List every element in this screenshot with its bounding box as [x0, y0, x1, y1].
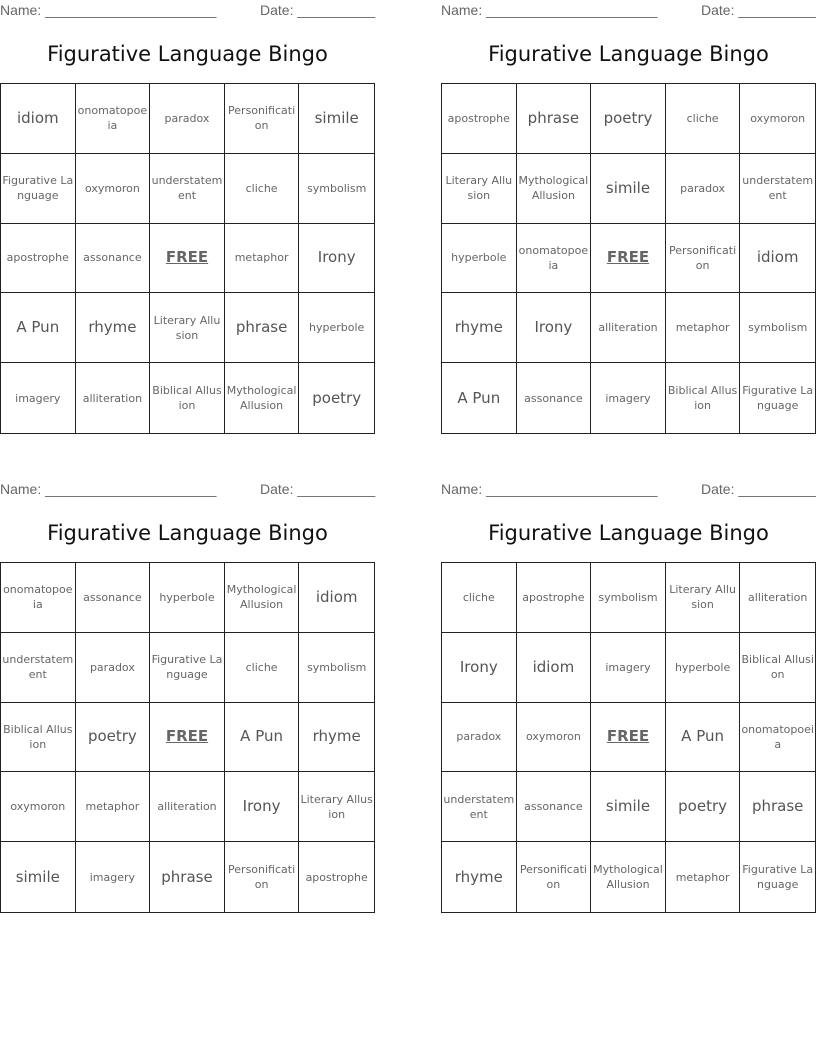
- bingo-cell: cliche: [225, 154, 300, 224]
- bingo-cell: symbolism: [299, 633, 374, 703]
- bingo-cell: poetry: [591, 84, 666, 154]
- bingo-cell: Personification: [517, 842, 592, 912]
- free-space-cell: FREE: [591, 703, 666, 773]
- name-field: Name: ______________________: [441, 481, 658, 497]
- bingo-cell: assonance: [517, 772, 592, 842]
- bingo-cell: alliteration: [150, 772, 225, 842]
- bingo-cell: symbolism: [740, 293, 815, 363]
- date-field: Date: __________: [701, 2, 816, 18]
- date-field: Date: __________: [701, 481, 816, 497]
- free-space-cell: FREE: [150, 703, 225, 773]
- bingo-cell: paradox: [76, 633, 151, 703]
- bingo-cell: assonance: [76, 563, 151, 633]
- bingo-cell: oxymoron: [1, 772, 76, 842]
- bingo-grid: [0, 83, 375, 434]
- bingo-cell: hyperbole: [150, 563, 225, 633]
- bingo-cell: Biblical Allusion: [666, 363, 741, 433]
- name-date-row: [0, 2, 375, 20]
- bingo-cell: Personification: [666, 224, 741, 294]
- bingo-cell: simile: [1, 842, 76, 912]
- bingo-cell: imagery: [591, 633, 666, 703]
- bingo-cell: phrase: [225, 293, 300, 363]
- bingo-cell: apostrophe: [517, 563, 592, 633]
- bingo-cell: imagery: [591, 363, 666, 433]
- bingo-cell: idiom: [517, 633, 592, 703]
- bingo-cell: Biblical Allusion: [150, 363, 225, 433]
- bingo-cell: Figurative Language: [742, 863, 814, 892]
- bingo-cell: alliteration: [740, 563, 815, 633]
- bingo-cell: imagery: [1, 363, 76, 433]
- name-field: Name: ______________________: [0, 2, 217, 18]
- bingo-cell: Mythological Allusion: [517, 154, 592, 224]
- bingo-cell: imagery: [76, 842, 151, 912]
- bingo-cell: Literary Allusion: [666, 563, 741, 633]
- bingo-cell: paradox: [666, 154, 741, 224]
- bingo-cell: paradox: [442, 703, 517, 773]
- bingo-cell: onomatopoeia: [740, 703, 815, 773]
- name-date-row: [441, 481, 816, 499]
- bingo-cell: A Pun: [1, 293, 76, 363]
- bingo-cell: alliteration: [591, 293, 666, 363]
- bingo-cell: oxymoron: [740, 84, 815, 154]
- bingo-cell: Biblical Allusion: [1, 703, 76, 773]
- bingo-cell: hyperbole: [442, 224, 517, 294]
- bingo-cell: rhyme: [76, 293, 151, 363]
- bingo-cell: phrase: [150, 842, 225, 912]
- bingo-cell: metaphor: [666, 842, 741, 912]
- bingo-cell: understatement: [150, 154, 225, 224]
- bingo-cell: simile: [591, 154, 666, 224]
- bingo-card: [0, 479, 375, 919]
- bingo-cell: understatement: [740, 154, 815, 224]
- bingo-cell: oxymoron: [76, 154, 151, 224]
- bingo-cell: Figurative Language: [1, 154, 76, 224]
- bingo-cell: onomatopoeia: [76, 84, 151, 154]
- bingo-cell: Literary Allusion: [442, 154, 517, 224]
- bingo-cell: symbolism: [299, 154, 374, 224]
- bingo-cell: Figurative Language: [742, 384, 814, 413]
- card-title: Figurative Language Bingo: [488, 521, 769, 545]
- bingo-cell: cliche: [225, 633, 300, 703]
- name-date-row: [0, 481, 375, 499]
- bingo-cell: phrase: [517, 84, 592, 154]
- bingo-cell: Literary Allusion: [299, 772, 374, 842]
- bingo-cell: onomatopoeia: [517, 224, 592, 294]
- bingo-cell: Biblical Allusion: [740, 633, 815, 703]
- bingo-cell: cliche: [442, 563, 517, 633]
- bingo-cell: idiom: [299, 563, 374, 633]
- bingo-cell: paradox: [150, 84, 225, 154]
- bingo-cell: rhyme: [299, 703, 374, 773]
- bingo-cell: understatement: [442, 772, 517, 842]
- bingo-cell: oxymoron: [517, 703, 592, 773]
- bingo-grid: [441, 83, 816, 434]
- bingo-cell: poetry: [76, 703, 151, 773]
- bingo-cell: A Pun: [666, 703, 741, 773]
- bingo-card: [441, 479, 816, 919]
- bingo-cell: Irony: [442, 633, 517, 703]
- bingo-cell: rhyme: [442, 293, 517, 363]
- date-field: Date: __________: [260, 2, 376, 18]
- card-title: Figurative Language Bingo: [47, 521, 328, 545]
- bingo-cell: alliteration: [76, 363, 151, 433]
- bingo-cell: metaphor: [76, 772, 151, 842]
- bingo-cell: Mythological Allusion: [225, 363, 300, 433]
- bingo-cell: assonance: [76, 224, 151, 294]
- bingo-cell: Irony: [517, 293, 592, 363]
- card-title: Figurative Language Bingo: [47, 42, 328, 66]
- bingo-cell: A Pun: [225, 703, 300, 773]
- bingo-cell: idiom: [740, 224, 815, 294]
- bingo-cell: Personification: [225, 842, 300, 912]
- bingo-card: [441, 0, 816, 440]
- bingo-cell: metaphor: [666, 293, 741, 363]
- bingo-cell: Mythological Allusion: [225, 563, 300, 633]
- bingo-cell: hyperbole: [666, 633, 741, 703]
- bingo-cell: apostrophe: [1, 224, 76, 294]
- name-field: Name: ______________________: [441, 2, 658, 18]
- bingo-cell: assonance: [517, 363, 592, 433]
- bingo-cell: metaphor: [225, 224, 300, 294]
- bingo-card: [0, 0, 375, 440]
- bingo-cell: apostrophe: [305, 870, 368, 884]
- bingo-cell: poetry: [312, 388, 362, 407]
- bingo-cell: idiom: [1, 84, 76, 154]
- bingo-cell: phrase: [740, 772, 815, 842]
- bingo-cell: cliche: [666, 84, 741, 154]
- name-field: Name: ______________________: [0, 481, 217, 497]
- bingo-cell: simile: [591, 772, 666, 842]
- date-field: Date: __________: [260, 481, 376, 497]
- card-title: Figurative Language Bingo: [488, 42, 769, 66]
- bingo-cell: simile: [299, 84, 374, 154]
- bingo-cell: Irony: [225, 772, 300, 842]
- bingo-cell: understatement: [1, 633, 76, 703]
- free-space-cell: FREE: [591, 224, 666, 294]
- bingo-grid: [0, 562, 375, 913]
- bingo-cell: Mythological Allusion: [591, 842, 666, 912]
- bingo-cell: Personification: [225, 84, 300, 154]
- bingo-cell: A Pun: [442, 363, 517, 433]
- name-date-row: [441, 2, 816, 20]
- bingo-cell: Irony: [299, 224, 374, 294]
- bingo-cell: Figurative Language: [150, 633, 225, 703]
- free-space-cell: FREE: [150, 224, 225, 294]
- bingo-cell: Literary Allusion: [150, 293, 225, 363]
- bingo-cell: poetry: [666, 772, 741, 842]
- bingo-cell: onomatopoeia: [1, 563, 76, 633]
- bingo-cell: apostrophe: [442, 84, 517, 154]
- bingo-cell: rhyme: [442, 842, 517, 912]
- bingo-cell: symbolism: [591, 563, 666, 633]
- bingo-grid: [441, 562, 816, 913]
- bingo-cell: hyperbole: [299, 293, 374, 363]
